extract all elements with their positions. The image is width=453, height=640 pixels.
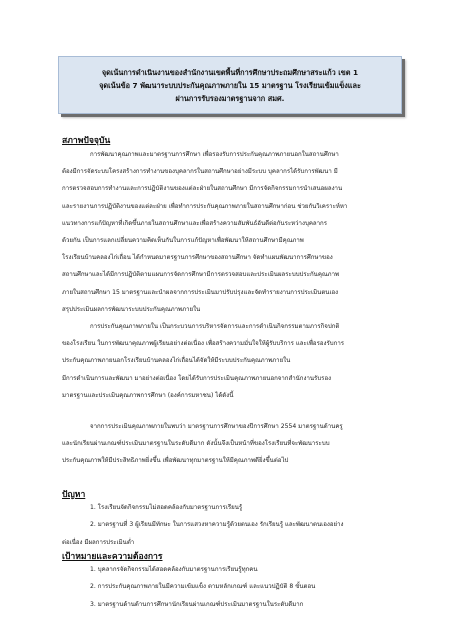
text-line: การประกันคุณภาพภายใน เป็นกระบวนการบริหารจัดการและการดำเนินกิจกรรมตามภารกิจปกติ xyxy=(90,323,340,330)
list-item: 1. บุคลากรจัดกิจกรรมได้สอดคล้องกับมาตรฐานการเรียนรู้ทุกคน xyxy=(90,566,258,573)
paragraph-current-state-2 xyxy=(62,318,406,404)
goals-list xyxy=(62,561,406,613)
text-line: มาตรฐานและประเมินคุณภาพการศึกษา (องค์การมหาชน) ได้ดังนี้ xyxy=(62,391,234,399)
heading-goals: เป้าหมายและความต้องการ xyxy=(62,552,163,562)
list-item: 2. การประกันคุณภาพภายในมีความเข้มแข็ง ตามหลักเกณฑ์ และแนวปฏิบัติ 8 ขั้นตอน xyxy=(90,583,316,591)
text-line: การพัฒนาคุณภาพและมาตรฐานการศึกษา เพื่อรองรับการประกันคุณภาพภายนอกในสถานศึกษา xyxy=(90,151,339,158)
text-line: สรุปประเมินผลการพัฒนาระบบประกันคุณภาพภายใน xyxy=(62,305,201,313)
text-line: ภายในสถานศึกษา 15 มาตรฐานและนำผลจากการประเมินมาปรับปรุงและจัดทำรายงานการประเมินตนเอง xyxy=(62,288,339,296)
list-item: 2. มาตรฐานที่ 3 ผู้เรียนมีทักษะ ในการแสวงหาความรู้ด้วยตนเอง รักเรียนรู้ และพัฒนาตนเองอย่าง xyxy=(90,521,344,529)
heading-current-state: สภาพปัจจุบัน xyxy=(62,136,111,146)
text-line: มีการดำเนินการและพัฒนา มาอย่างต่อเนื่อง โดยได้รับการประเมินคุณภาพภายนอกจากสำนักงานรับรอง xyxy=(62,374,332,382)
text-line: ของโรงเรียน ในการพัฒนาคุณภาพผู้เรียนอย่างต่อเนื่อง เพื่อสร้างความมั่นใจให้ผู้รับบริการ และเพื่อรองรับการ xyxy=(62,340,345,348)
text-line: จากการประเมินคุณภาพภายในพบว่า มาตรฐานการศึกษาของปีการศึกษา 2554 มาตรฐานด้านครู xyxy=(90,423,343,430)
problems-list xyxy=(62,499,406,551)
title-box xyxy=(58,56,402,114)
heading-problems: ปัญหา xyxy=(62,490,86,500)
text-line: ประกันคุณภาพภายนอกโรงเรียนบ้านคลองไก่เถื่อนได้จัดให้มีระบบประกันคุณภาพภายใน xyxy=(62,357,291,365)
list-item: 1. โรงเรียนจัดกิจกรรมไม่สอดคล้องกับมาตรฐานการเรียนรู้ xyxy=(90,504,243,511)
text-line: สถานศึกษาและได้มีการปฏิบัติตามแผนการจัดการศึกษามีการตรวจสอบและประเมินผลระบบประกันคุณภาพ xyxy=(62,271,340,279)
title-line-1: จุดเน้นการดำเนินงานของสำนักงานเขตพื้นที่การศึกษาประถมศึกษาสระแก้ว เขต 1 xyxy=(101,67,359,77)
list-item-continuation: ต่อเนื่อง มีผลการประเมินต่ำ xyxy=(62,538,135,546)
text-line: โรงเรียนบ้านคลองไก่เถื่อน ได้กำหนดมาตรฐานการศึกษาของสถานศึกษา จัดทำแผนพัฒนาการศึกษาของ xyxy=(62,254,333,262)
paragraph-current-state-1 xyxy=(62,146,406,318)
text-line: แนวทางการแก้ปัญหาที่เกิดขึ้นภายในสถานศึกษาและเพื่อสร้างความสัมพันธ์อันดีต่อกันระหว่างบุคลากร xyxy=(62,219,328,227)
text-line: และรายงานการปฏิบัติงานของแต่ละฝ่าย เพื่อทำการประกันคุณภาพภายในสถานศึกษาก่อน ช่วยกันวิเคราะห์หา xyxy=(62,202,348,210)
list-item: 3. มาตรฐานด้านด้านการศึกษานักเรียนผ่านเกณฑ์ประเมินมาตรฐานในระดับดีมาก xyxy=(90,600,304,608)
text-line: ด้วยกัน เป็นการแลกเปลี่ยนความคิดเห็นกันในการแก้ปัญหาเพื่อพัฒนาให้สถานศึกษามีคุณภาพ xyxy=(62,236,304,244)
text-line: การตรวจสอบการทำงานและการปฏิบัติงานของแต่ละฝ่ายในสถานศึกษา มีการจัดกิจกรรมการนำเสนอผลงาน xyxy=(62,185,343,193)
text-line: ต้องมีการจัดระบบโครงสร้างการทำงานของบุคลากรในสถานศึกษาอย่างมีระบบ บุคลากรได้รับการพัฒนา มี xyxy=(62,168,338,176)
title-line-3: ผ่านการรับรองมาตรฐานจาก สมศ. xyxy=(175,93,285,103)
text-line: และนักเรียนผ่านเกณฑ์ประเมินมาตรฐานในระดับดีมาก ดังนั้นจึงเป็นหน้าที่ของโรงเรียนที่จะพัฒนาระบบ xyxy=(62,440,330,448)
paragraph-current-state-3 xyxy=(62,418,406,470)
text-line: ประกันคุณภาพให้มีประสิทธิภาพยิ่งขึ้น เพื่อพัฒนาทุกมาตรฐานให้มีคุณภาพดียิ่งขึ้นต่อไป xyxy=(62,457,289,465)
title-line-2: จุดเน้นข้อ 7 พัฒนาระบบประกันคุณภาพภายใน 15 มาตรฐาน โรงเรียนเข้มแข็งและ xyxy=(99,80,361,90)
